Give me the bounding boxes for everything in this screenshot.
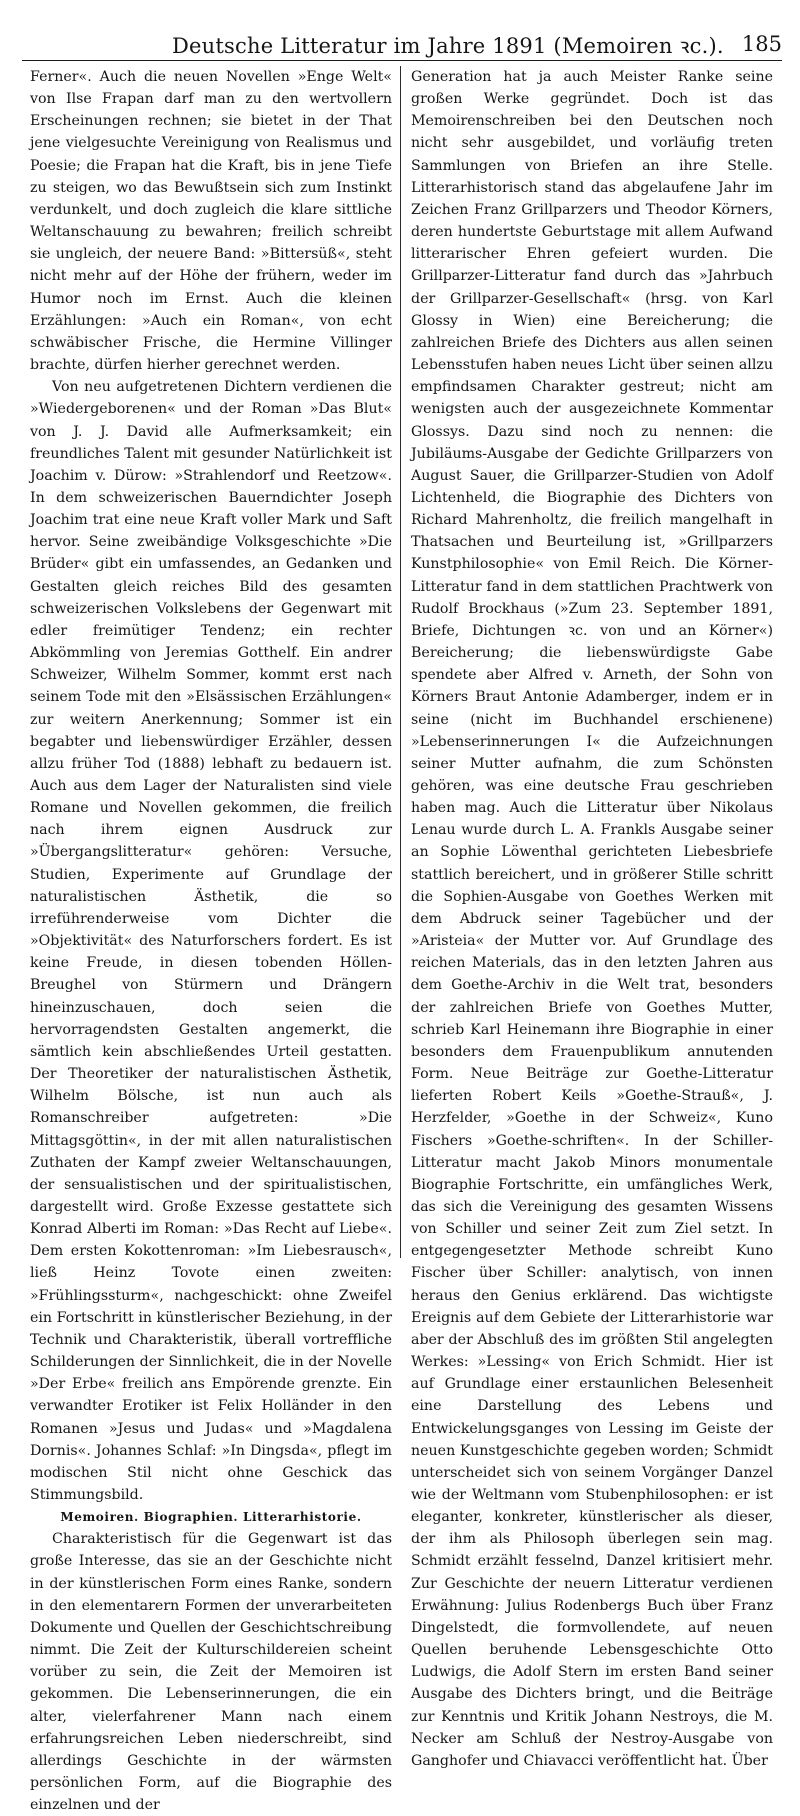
- paragraph: Von neu aufgetretenen Dichtern verdienen die »Wiedergeborenen« und der Roman »Das Blut« von J. J. David alle Aufmerksamkeit; ein freundliches Talent mit gesunder Natürlichkeit ist Joachim v. Dürow: »Strahlendorf und Reetzow«. In dem schweizerischen Bauerndichter Joseph Joachim trat eine neue Kraft voller Mark und Saft hervor. Seine zweibändige Volksgeschichte »Die Brüder« gibt ein umfassendes, an Gedanken und Gestalten gleich reiches Bild des gesamten schweizerischen Volkslebens der Gegenwart mit edler freimütiger Tendenz; ein rechter Abkömmling von Jeremias Gotthelf. Ein andrer Schweizer, Wilhelm Sommer, kommt erst nach seinem Tode mit den »Elsässischen Erzählungen« zur weitern Anerkennung; Sommer ist ein begabter und liebenswürdiger Erzähler, dessen allzu früher Tod (1888) lebhaft zu bedauern ist. Auch aus dem Lager der Naturalisten sind viele Romane und Novellen gekommen, die freilich nach ihrem eignen Ausdruck zur »Übergangslitteratur« gehören: Versuche, Studien, Experimente auf Grundlage der naturalistischen Ästhetik, die so irreführenderweise vom Dichter die »Objektivität« des Naturforschers fordert. Es ist keine Freude, in diesen tobenden Höllen-Breughel von Stürmern und Drängern hineinzuschauen, doch seien die hervorragendsten Gestalten angemerkt, die sämtlich kein abschließendes Urteil gestatten. Der Theoretiker der naturalistischen Ästhetik, Wilhelm Bölsche, ist nun auch als Romanschreiber aufgetreten: »Die Mittagsgöttin«, in der mit allen naturalistischen Zuthaten der Kampf zweier Weltanschauungen, der sensualistischen und der spiritualistischen, dargestellt wird. Große Exzesse gestattete sich Konrad Alberti im Roman: »Das Recht auf Liebe«. Dem ersten Kokottenroman: »Im Liebesrausch«, ließ Heinz Tovote einen zweiten: »Frühlingssturm«, nachgeschickt: ohne Zweifel ein Fortschritt in künstlerischer Beziehung, in der Technik und Charakteristik, überall vortreffliche Schilderungen der Sinnlichkeit, die in der Novelle »Der Erbe« freilich ans Empörende grenzte. Ein verwandter Erotiker ist Felix Holländer in den Romanen »Jesus und Judas« und »Magdalena Dornis«. Johannes Schlaf: »In Dingsda«, pflegt im modischen Stil nicht ohne Geschick das Stimmungsbild.: [30, 379, 392, 1503]
- left-column: [30, 66, 392, 1814]
- column-divider: [400, 66, 401, 1258]
- paragraph: Charakteristisch für die Gegenwart ist das große Interesse, das sie an der Geschichte nicht in der künstlerischen Form eines Ranke, sondern in den elementarern Formen der unverarbeiteten Dokumente und Quellen der Geschichtschreibung nimmt. Die Zeit der Kulturschildereien scheint vorüber zu sein, die Zeit der Memoiren ist gekommen. Die Lebenserinnerungen, die ein alter, vielerfahrener Mann nach einem erfahrungsreichen Leben niederschreibt, sind allerdings Geschichte in der wärmsten persönlichen Form, auf die Biographie des einzelnen und der: [30, 1531, 392, 1814]
- paragraph: Ferner«. Auch die neuen Novellen »Enge Welt« von Ilse Frapan darf man zu den wertvollern Erscheinungen rechnen; sie bietet in der That jene vielgesuchte Vereinigung von Realismus und Poesie; die Frapan hat die Kraft, bis in jene Tiefe zu steigen, wo das Bewußtsein sich zum Instinkt verdunkelt, und doch zugleich die klare sittliche Weltanschauung zu bewahren; freilich schreibt sie ungleich, der neuere Band: »Bittersüß«, steht nicht mehr auf der Höhe der frühern, weder im Humor noch im Ernst. Auch die kleinen Erzählungen: »Auch ein Roman«, von echt schwäbischer Frische, die Hermine Villinger brachte, dürfen hierher gerechnet werden.: [30, 69, 392, 374]
- running-title: Deutsche Litteratur im Jahre 1891 (Memoiren ꝛc.).: [172, 34, 724, 58]
- paragraph: Generation hat ja auch Meister Ranke seine großen Werke gegründet. Doch ist das Memoirenschreiben bei den Deutschen noch nicht sehr ausgebildet, und vorläufig treten Sammlungen von Briefen an ihre Stelle. Litterarhistorisch stand das abgelaufene Jahr im Zeichen Franz Grillparzers und Theodor Körners, deren hundertste Geburtstage mit allem Aufwand litterarischer Ehren gefeiert wurden. Die Grillparzer-Litteratur fand durch das »Jahrbuch der Grillparzer-Gesellschaft« (hrsg. von Karl Glossy in Wien) eine Bereicherung; die zahlreichen Briefe des Dichters aus allen seinen Lebensstufen haben neues Licht über seinen allzu empfindsamen Charakter gestreut; nicht am wenigsten auch der ausgezeichnete Kommentar Glossys. Dazu sind noch zu nennen: die Jubiläums-Ausgabe der Gedichte Grillparzers von August Sauer, die Grillparzer-Studien von Adolf Lichtenheld, die Biographie des Dichters von Richard Mahrenholtz, die freilich mangelhaft in Thatsachen und Beurteilung ist, »Grillparzers Kunstphilosophie« von Emil Reich. Die Körner-Litteratur fand in dem stattlichen Prachtwerk von Rudolf Brockhaus (»Zum 23. September 1891, Briefe, Dichtungen ꝛc. von und an Körner«) Bereicherung; die liebenswürdigste Gabe spendete aber Alfred v. Arneth, der Sohn von Körners Braut Antonie Adamberger, indem er in seine (nicht im Buchhandel erschienene) »Lebenserinnerungen I« die Aufzeichnungen seiner Mutter aufnahm, die zum Schönsten gehören, was eine deutsche Frau geschrieben haben mag. Auch die Litteratur über Nikolaus Lenau wurde durch L. A. Frankls Ausgabe seiner an Sophie Löwenthal gerichteten Liebesbriefe stattlich bereichert, und in größerer Stille schritt die Sophien-Ausgabe von Goethes Werken mit dem Abdruck seiner Tagebücher und der »Aristeia« der Mutter vor. Auf Grundlage des reichen Materials, das in den letzten Jahren aus dem Goethe-Archiv in die Welt trat, besonders der zahlreichen Briefe von Goethes Mutter, schrieb Karl Heinemann ihre Biographie in einer besonders dem Frauenpublikum annutenden Form. Neue Beiträge zur Goethe-Litteratur lieferten Robert Keils »Goethe-Strauß«, J. Herzfelder, »Goethe in der Schweiz«, Kuno Fischers »Goethe-schriften«. In der Schiller-Litteratur macht Jakob Minors monumentale Biographie Fortschritte, ein umfängliches Werk, das sich die Vereinigung des gesamten Wissens von Schiller und seiner Zeit zum Ziel setzt. In entgegengesetzter Methode schreibt Kuno Fischer über Schiller: analytisch, von innen heraus den Genius erklärend. Das wichtigste Ereignis auf dem Gebiete der Litterarhistorie war aber der Abschluß des im größten Stil angelegten Werkes: »Lessing« von Erich Schmidt. Hier ist auf Grundlage einer erstaunlichen Belesenheit eine Darstellung des Lebens und Entwickelungsganges von Lessing im Geiste der neuen Kunstgeschichte gegeben worden; Schmidt unterscheidet sich von seinem Vorgänger Danzel wie der Weltmann vom Stubenphilosophen: er ist eleganter, konkreter, künstlerischer als dieser, der ihm als Philosoph überlegen sein mag. Schmidt erzählt fesselnd, Danzel kritisiert mehr. Zur Geschichte der neuern Litteratur verdienen Erwähnung: Julius Rodenbergs Buch über Franz Dingelstedt, die formvollendete, auf neuen Quellen beruhende Lebensgeschichte Otto Ludwigs, die Adolf Stern im ersten Band seiner Ausgabe des Dichters bringt, und die Beiträge zur Kenntnis und Kritik Johann Nestroys, die M. Necker am Schluß der Nestroy-Ausgabe von Ganghofer und Chiavacci veröffentlicht hat. Über: [411, 69, 773, 1769]
- page-number: 185: [741, 32, 782, 56]
- right-column: [411, 66, 773, 1769]
- page-header: [22, 30, 782, 61]
- section-heading: Memoiren. Biographien. Litterarhistorie.: [60, 1510, 362, 1525]
